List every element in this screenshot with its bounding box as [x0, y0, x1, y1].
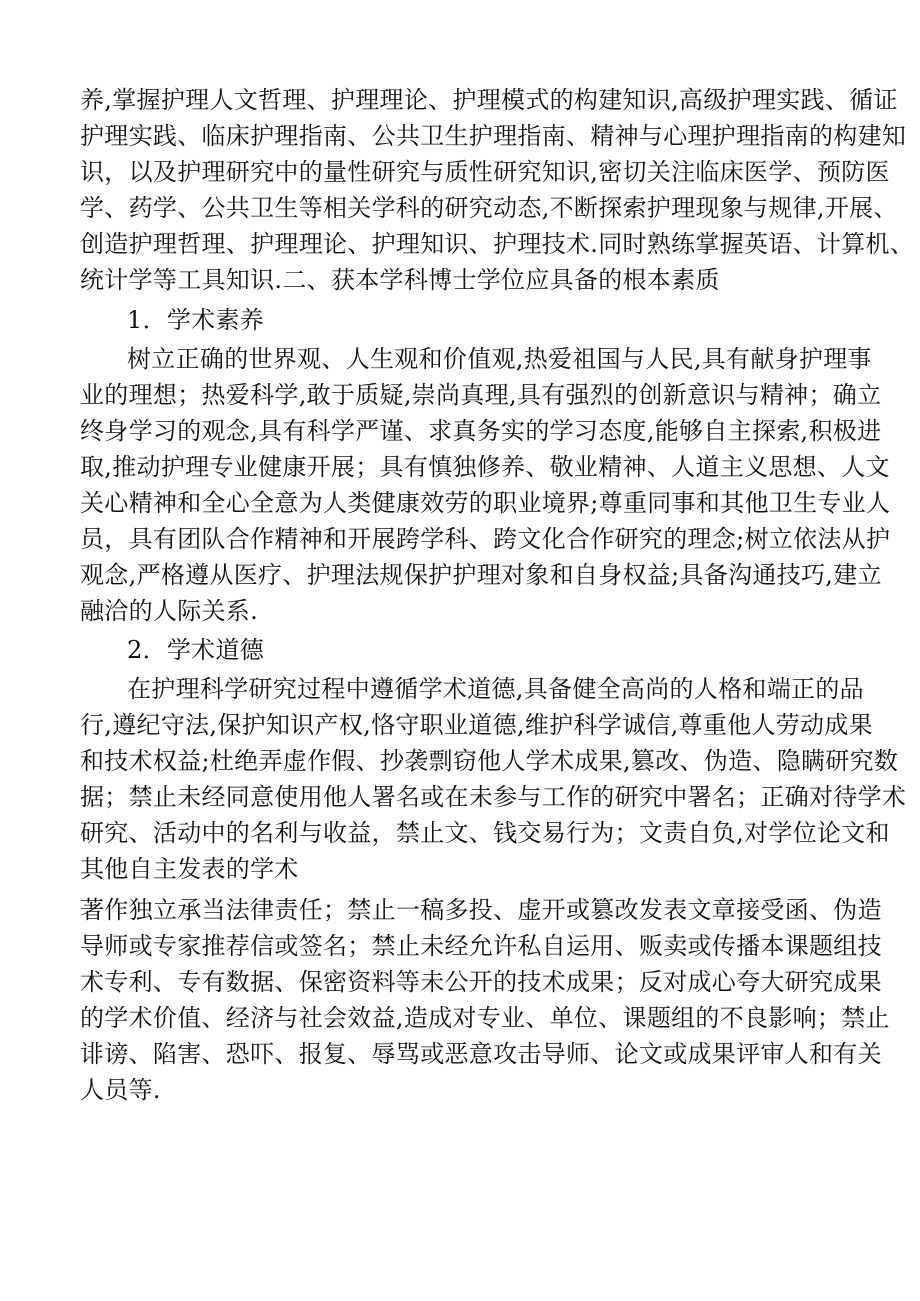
academic-ethics-line-5: 研究、活动中的名利与收益，禁止文、钱交易行为；文责自负,对学位论文和	[80, 819, 890, 847]
intro-line-1: 养,掌握护理人文哲理、护理理论、护理模式的构建知识,高级护理实践、循证	[80, 86, 898, 114]
academic-quality-line-7: 观念,严格遵从医疗、护理法规保护护理对象和自身权益;具备沟通技巧,建立	[80, 561, 882, 589]
academic-ethics-line-3: 和技术权益;杜绝弄虚作假、抄袭剽窃他人学术成果,篡改、伪造、隐瞒研究数	[80, 747, 899, 775]
section-heading-academic-ethics: 2．学术道德	[127, 636, 265, 664]
academic-ethics-line-6: 其他自主发表的学术	[80, 855, 299, 883]
academic-ethics-line-7: 著作独立承当法律责任；禁止一稿多投、虚开或篡改发表文章接受函、伪造	[80, 896, 882, 924]
academic-quality-line-5: 关心精神和全心全意为人类健康效劳的职业境界;尊重同事和其他卫生专业人	[80, 489, 891, 517]
academic-quality-line-3: 终身学习的观念,具有科学严谨、求真务实的学习态度,能够自主探索,积极进	[80, 417, 882, 445]
academic-quality-line-6: 员，具有团队合作精神和开展跨学科、跨文化合作研究的理念;树立依法从护	[80, 525, 891, 553]
section-heading-academic-quality: 1．学术素养	[127, 306, 265, 334]
academic-ethics-line-2: 行,遵纪守法,保护知识产权,恪守职业道德,维护科学诚信,尊重他人劳动成果	[80, 711, 873, 739]
intro-line-6: 统计学等工具知识.二、获本学科博士学位应具备的根本素质	[80, 266, 720, 294]
academic-ethics-line-12: 人员等.	[80, 1076, 161, 1104]
academic-ethics-line-4: 据；禁止未经同意使用他人署名或在未参与工作的研究中署名；正确对待学术	[80, 783, 907, 811]
academic-ethics-line-11: 诽谤、陷害、恐吓、报复、辱骂或恶意攻击导师、论文或成果评审人和有关	[80, 1040, 882, 1068]
academic-ethics-line-1: 在护理科学研究过程中遵循学术道德,具备健全高尚的人格和端正的品	[127, 675, 864, 703]
academic-quality-line-2: 业的理想；热爱科学,敢于质疑,崇尚真理,具有强烈的创新意识与精神；确立	[80, 381, 882, 409]
academic-quality-line-1: 树立正确的世界观、人生观和价值观,热爱祖国与人民,具有献身护理事	[127, 345, 872, 373]
academic-ethics-line-9: 术专利、专有数据、保密资料等未公开的技术成果；反对成心夸大研究成果	[80, 968, 882, 996]
intro-line-5: 创造护理哲理、护理理论、护理知识、护理技术.同时熟练掌握英语、计算机、	[80, 230, 915, 258]
intro-line-2: 护理实践、临床护理指南、公共卫生护理指南、精神与心理护理指南的构建知	[80, 122, 907, 150]
academic-ethics-line-8: 导师或专家推荐信或签名；禁止未经允许私自运用、贩卖或传播本课题组技	[80, 932, 882, 960]
intro-line-4: 学、药学、公共卫生等相关学科的研究动态,不断探索护理现象与规律,开展、	[80, 194, 898, 222]
academic-ethics-line-10: 的学术价值、经济与社会效益,造成对专业、单位、课题组的不良影响；禁止	[80, 1004, 890, 1032]
academic-quality-line-4: 取,推动护理专业健康开展；具有慎独修养、敬业精神、人道主义思想、人文	[80, 453, 890, 481]
intro-line-3: 识，以及护理研究中的量性研究与质性研究知识,密切关注临床医学、预防医	[80, 158, 890, 186]
academic-quality-line-8: 融洽的人际关系.	[80, 597, 259, 625]
